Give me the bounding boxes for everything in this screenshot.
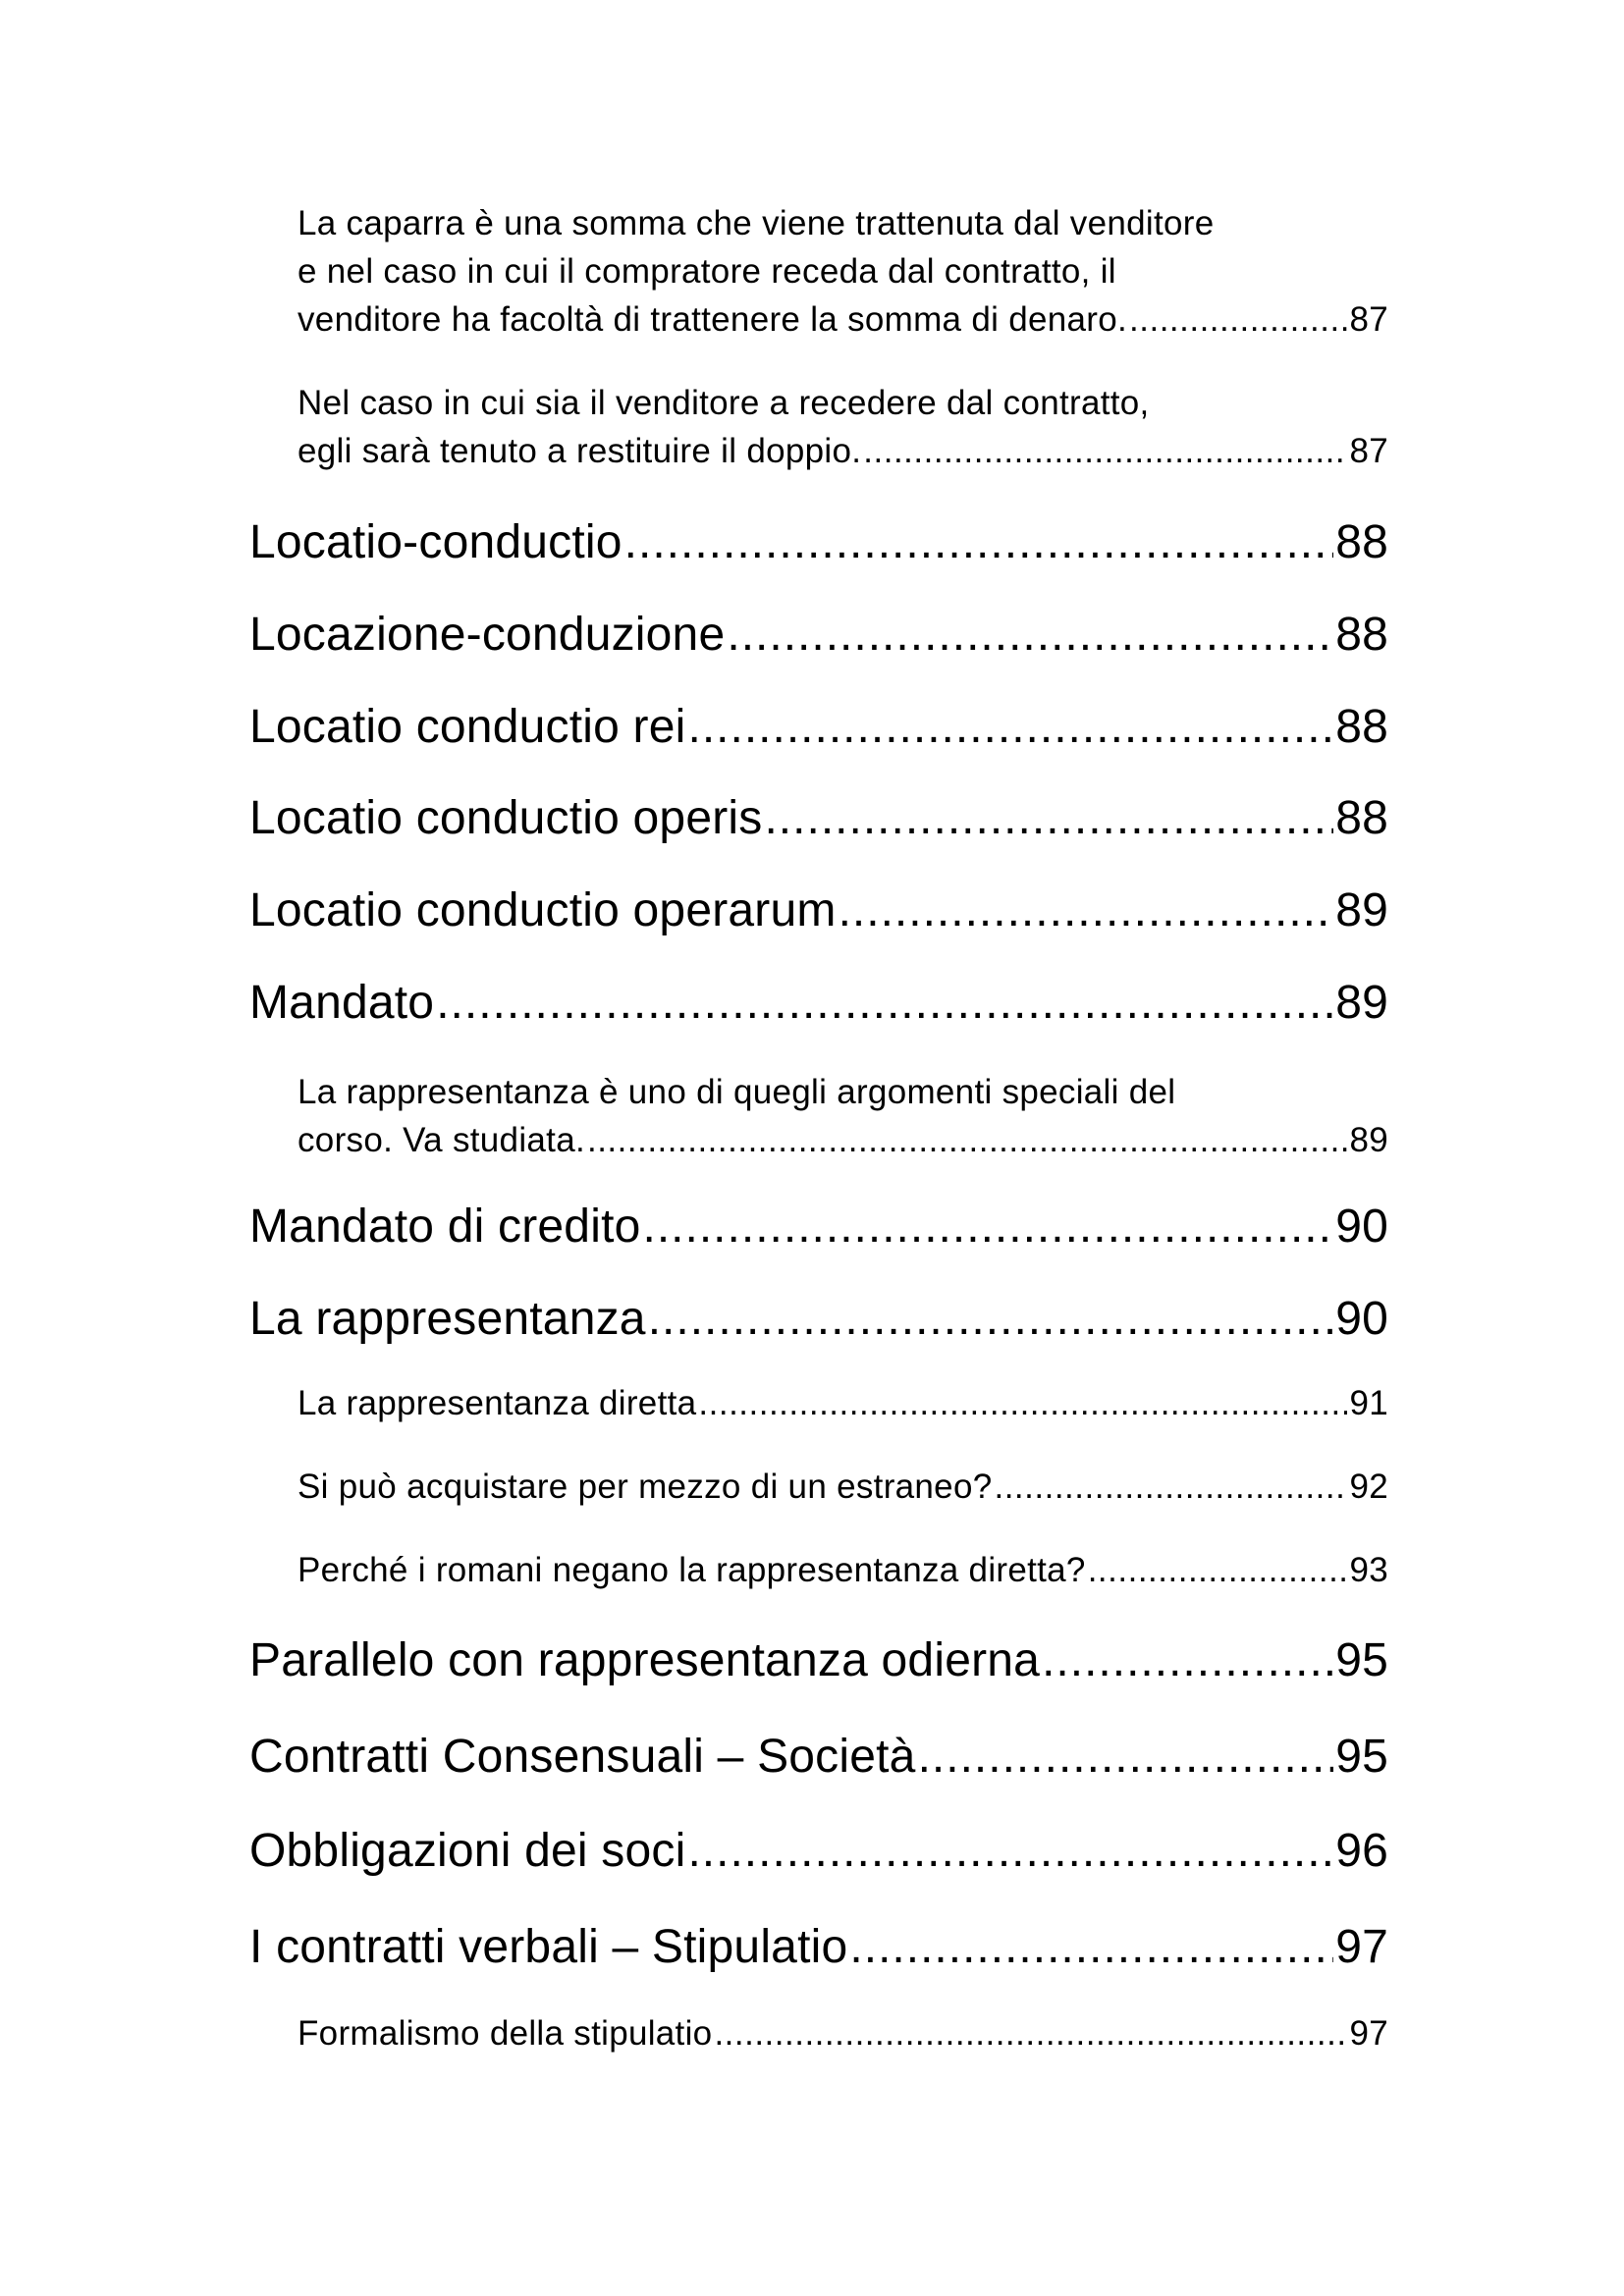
toc-entry-text: Mandato di credito [249, 1201, 641, 1253]
toc-leader-dots [1042, 1633, 1333, 1687]
toc-entry-text: venditore ha facoltà di trattenere la somma di denaro. [298, 300, 1128, 339]
toc-leader-dots [643, 1200, 1334, 1254]
toc-entry-text: I contratti verbali – Stipulatio [249, 1921, 848, 1973]
toc-leader-dots [624, 515, 1334, 569]
toc-entry-text: Locatio conductio operarum [249, 884, 837, 936]
toc-entry-text: Obbligazioni dei soci [249, 1825, 686, 1877]
toc-entry-text: corso. Va studiata. [298, 1121, 585, 1159]
toc-entry-locatio-conductio[interactable] [249, 515, 1388, 569]
toc-entry-text: Contratti Consensuali – Società [249, 1731, 916, 1783]
toc-entry-text: Si può acquistare per mezzo di un estraneo? [298, 1468, 993, 1506]
toc-page-number: 95 [1335, 1634, 1388, 1686]
toc-page-number: 91 [1349, 1384, 1388, 1422]
toc-subentry-caparra-line1: La caparra è una somma che viene trattenuta dal venditore [298, 204, 1215, 242]
toc-entry-text: La rappresentanza [249, 1293, 646, 1345]
toc-entry-text: Locatio conductio operis [249, 792, 763, 844]
toc-subentry-venditore-line1: Nel caso in cui sia il venditore a recedere dal contratto, [298, 384, 1150, 422]
toc-entry-locatio-conductio-operis[interactable] [249, 791, 1388, 845]
toc-entry-text: Mandato [249, 977, 435, 1029]
toc-entry-text: Formalismo della stipulatio [298, 2014, 713, 2053]
toc-leader-dots [714, 2014, 1347, 2054]
toc-page-number: 97 [1335, 1921, 1388, 1973]
toc-subentry-romani-negano[interactable] [298, 1551, 1388, 1590]
toc-entry-locazione-conduzione[interactable] [249, 608, 1388, 662]
toc-entry-text: La rappresentanza diretta [298, 1384, 697, 1422]
toc-leader-dots [764, 791, 1333, 845]
toc-entry-text: Locatio-conductio [249, 516, 623, 568]
toc-page-number: 89 [1335, 977, 1388, 1029]
toc-leader-dots [687, 700, 1333, 754]
toc-entry-locatio-conductio-rei[interactable] [249, 700, 1388, 754]
toc-page-number: 90 [1335, 1293, 1388, 1345]
toc-entry-text: egli sarà tenuto a restituire il doppio. [298, 432, 862, 470]
toc-leader-dots [727, 608, 1333, 662]
toc-page-number: 89 [1349, 1121, 1388, 1159]
toc-entry-contratti-verbali[interactable] [249, 1920, 1388, 1974]
toc-entry-text: Perché i romani negano la rappresentanza diretta? [298, 1551, 1086, 1589]
toc-leader-dots [994, 1468, 1347, 1507]
toc-page-number: 93 [1349, 1551, 1388, 1589]
toc-entry-contratti-consensuali[interactable] [249, 1730, 1388, 1784]
toc-page-number: 88 [1335, 792, 1388, 844]
toc-page-number: 95 [1335, 1731, 1388, 1783]
toc-entry-text: Parallelo con rappresentanza odierna [249, 1634, 1041, 1686]
toc-entry-mandato[interactable] [249, 976, 1388, 1030]
toc-leader-dots [839, 883, 1334, 937]
toc-leader-dots [863, 432, 1347, 471]
toc-page-number: 88 [1335, 609, 1388, 661]
toc-subentry-caparra-line2: e nel caso in cui il compratore receda dal contratto, il [298, 252, 1116, 291]
toc-page-number: 96 [1335, 1825, 1388, 1877]
toc-page-number: 88 [1335, 516, 1388, 568]
toc-entry-mandato-di-credito[interactable] [249, 1200, 1388, 1254]
toc-subentry-formalismo-stipulatio[interactable] [298, 2014, 1388, 2054]
toc-page-number: 87 [1349, 432, 1388, 470]
toc-entry-parallelo-rappresentanza[interactable] [249, 1633, 1388, 1687]
toc-page-number: 87 [1349, 300, 1388, 339]
toc-page-number: 97 [1349, 2014, 1388, 2053]
toc-leader-dots [648, 1292, 1334, 1346]
toc-leader-dots [687, 1824, 1333, 1878]
toc-entry-text: Locatio conductio rei [249, 701, 686, 753]
toc-entry-locatio-conductio-operarum[interactable] [249, 883, 1388, 937]
toc-page-number: 88 [1335, 701, 1388, 753]
toc-leader-dots [849, 1920, 1333, 1974]
toc-leader-dots [918, 1730, 1334, 1784]
toc-entry-text: Locazione-conduzione [249, 609, 726, 661]
toc-page-number: 90 [1335, 1201, 1388, 1253]
toc-page-number: 89 [1335, 884, 1388, 936]
toc-subentry-caparra[interactable] [298, 300, 1388, 340]
toc-page-number: 92 [1349, 1468, 1388, 1506]
toc-subentry-rappresentanza-speciale-line1: La rappresentanza è uno di quegli argomenti speciali del [298, 1073, 1176, 1111]
toc-subentry-venditore[interactable] [298, 432, 1388, 471]
toc-leader-dots [1129, 300, 1347, 340]
toc-subentry-rappresentanza-speciale[interactable] [298, 1121, 1388, 1160]
toc-leader-dots [587, 1121, 1347, 1160]
toc-leader-dots [436, 976, 1333, 1030]
toc-leader-dots [1088, 1551, 1348, 1590]
toc-entry-obbligazioni-soci[interactable] [249, 1824, 1388, 1878]
toc-leader-dots [698, 1384, 1347, 1423]
toc-subentry-rappresentanza-diretta[interactable] [298, 1384, 1388, 1423]
toc-subentry-acquistare-estraneo[interactable] [298, 1468, 1388, 1507]
toc-entry-la-rappresentanza[interactable] [249, 1292, 1388, 1346]
